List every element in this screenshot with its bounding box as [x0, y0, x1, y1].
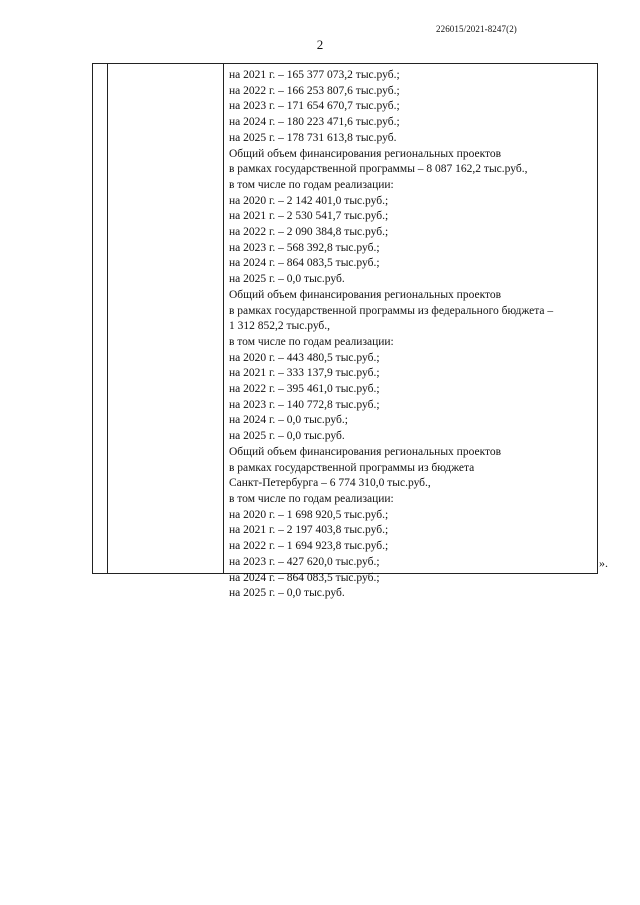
text-line: Общий объем финансирования региональных проектов	[229, 288, 502, 301]
text-line: на 2020 г. – 2 142 401,0 тыс.руб.;	[229, 194, 389, 207]
text-line: Общий объем финансирования региональных проектов	[229, 445, 502, 458]
funding-text-cell	[229, 68, 599, 602]
text-line: на 2021 г. – 165 377 073,2 тыс.руб.;	[229, 69, 400, 81]
text-line: на 2021 г. – 333 137,9 тыс.руб.;	[229, 367, 380, 380]
text-line: на 2022 г. – 395 461,0 тыс.руб.;	[229, 383, 380, 396]
text-line: на 2023 г. – 568 392,8 тыс.руб.;	[229, 241, 380, 254]
text-line: на 2022 г. – 1 694 923,8 тыс.руб.;	[229, 540, 389, 553]
page-number: 2	[316, 37, 324, 52]
text-line: на 2023 г. – 140 772,8 тыс.руб.;	[229, 398, 380, 411]
text-line: в рамках государственной программы – 8 087 162,2 тыс.руб.,	[229, 163, 528, 176]
text-line: в рамках государственной программы из федерального бюджета –	[229, 304, 554, 317]
text-line: на 2025 г. – 0,0 тыс.руб.	[229, 430, 345, 443]
text-line: на 2025 г. – 0,0 тыс.руб.	[229, 587, 345, 600]
text-line: на 2024 г. – 0,0 тыс.руб.;	[229, 414, 348, 427]
text-line: на 2025 г. – 178 731 613,8 тыс.руб.	[229, 131, 397, 144]
text-line: в рамках государственной программы из бюджета	[229, 461, 475, 474]
text-line: на 2020 г. – 1 698 920,5 тыс.руб.;	[229, 508, 389, 521]
text-line: 1 312 852,2 тыс.руб.,	[229, 320, 331, 333]
funding-table	[92, 63, 598, 600]
text-line: в том числе по годам реализации:	[229, 178, 394, 191]
text-line: на 2022 г. – 2 090 384,8 тыс.руб.;	[229, 226, 389, 239]
column-divider-2	[223, 64, 224, 573]
text-line: на 2025 г. – 0,0 тыс.руб.	[229, 273, 345, 286]
text-line: на 2023 г. – 171 654 670,7 тыс.руб.;	[229, 100, 400, 113]
closing-quote: ».	[599, 556, 608, 570]
text-line: в том числе по годам реализации:	[229, 335, 394, 348]
text-line: на 2023 г. – 427 620,0 тыс.руб.;	[229, 555, 380, 568]
text-line: на 2024 г. – 864 083,5 тыс.руб.;	[229, 571, 380, 584]
column-divider-1	[107, 64, 108, 573]
text-line: на 2024 г. – 180 223 471,6 тыс.руб.;	[229, 116, 400, 129]
text-line: на 2022 г. – 166 253 807,6 тыс.руб.;	[229, 84, 400, 97]
text-line: на 2021 г. – 2 530 541,7 тыс.руб.;	[229, 210, 389, 223]
text-line: Санкт-Петербурга – 6 774 310,0 тыс.руб.,	[229, 477, 431, 490]
text-line: на 2024 г. – 864 083,5 тыс.руб.;	[229, 257, 380, 270]
text-line: Общий объем финансирования региональных проектов	[229, 147, 502, 160]
text-line: в том числе по годам реализации:	[229, 492, 394, 505]
document-code: 226015/2021-8247(2)	[436, 24, 517, 34]
text-line: на 2021 г. – 2 197 403,8 тыс.руб.;	[229, 524, 389, 537]
text-line: на 2020 г. – 443 480,5 тыс.руб.;	[229, 351, 380, 364]
